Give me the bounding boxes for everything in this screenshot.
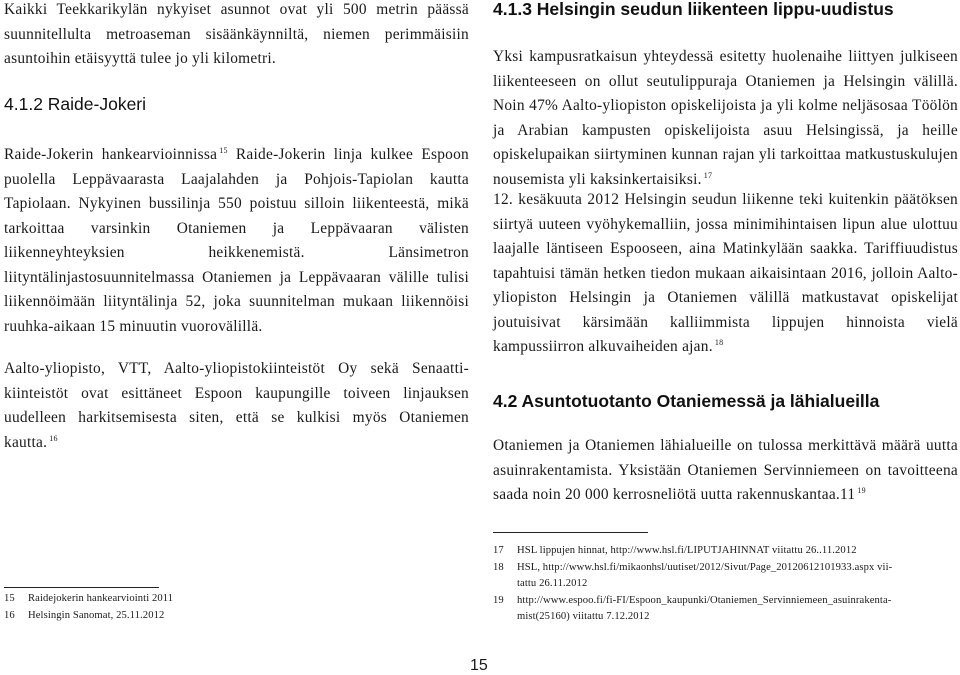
footnote-ref-18[interactable]: 18 (714, 338, 724, 347)
footnote-19: 19 http://www.espoo.fi/fi-FI/Espoon_kaupunki/Otaniemen_Servinniemeen_asuinrakenta- (493, 594, 892, 606)
intro-paragraph: Kaikki Teekkarikylän nykyiset asunnot ovat yli 500 metrin päässä suunnitellulta metroaseman sisäänkäynniltä, niemen perimmäisiin asuntoihin etäisyyttä tulee jo yli kilometri. (4, 1, 469, 67)
page-number: 15 (470, 657, 488, 674)
vyohykemalli-paragraph (493, 188, 958, 360)
asuntotuotanto-paragraph (493, 434, 958, 508)
footnote-divider (4, 587, 159, 588)
right-footnotes (493, 532, 958, 626)
raide-jokeri-paragraph-rest: Raide-Jokerin linja kulkee Espoon puolella Leppävaarasta Laajalahden ja Pohjois-Tapiolan kautta Tapiolaan. Nykyinen bussilinja 550 poistuu silloin liikenteestä, mikä tarkoittaa varsinkin Otaniemen ja Leppävaaran välisten liikenneyhteyksien heikkenemistä. Länsimetron liityntälinjastosuunnitelmassa Otaniemen ja Leppävaaran välille tulisi liikennöimään liityntälinja 52, joka suunnitelman mukaan liikennöisi ruuhka-aikaan 15 minuutin vuorovälillä. (4, 146, 469, 335)
footnote-ref-19[interactable]: 19 (857, 486, 866, 495)
footnote-17: 17 HSL lippujen hinnat, http://www.hsl.fi/LIPUTJAHINNAT viitattu 26..11.2012 (493, 545, 857, 556)
raide-jokeri-paragraph (4, 143, 469, 339)
aalto-proposal-paragraph (4, 357, 469, 455)
left-footnotes (4, 587, 469, 624)
footnote-16: 16 Helsingin Sanomat, 25.11.2012 (4, 609, 165, 621)
footnote-15: 15 Raidejokerin hankearviointi 2011 (4, 593, 174, 604)
footnote-ref-15[interactable]: 15 (219, 146, 228, 155)
footnote-ref-16[interactable]: 16 (49, 433, 58, 443)
footnote-ref-17[interactable]: 17 (703, 170, 713, 180)
section-heading-asuntotuotanto: 4.2 Asuntotuotanto Otaniemessä ja lähialueilla (493, 391, 880, 411)
section-heading-lippu-uudistus: 4.1.3 Helsingin seudun liikenteen lippu-uudistus (493, 0, 894, 19)
aalto-proposal-text: Aalto-yliopisto, VTT, Aalto-yliopistokiinteistöt Oy sekä Senaatti-kiinteistöt ovat esittäneet Espoon kaupungille toiveen linjauksen uudelleen harkitsemisesta siten, että se kulkisi myös Otaniemen kautta. (4, 360, 469, 451)
footnote-19-continued: mist(25160) viitattu 7.12.2012 (517, 611, 650, 622)
lippuraja-paragraph (493, 45, 958, 192)
asuntotuotanto-text: Otaniemen ja Otaniemen lähialueille on tulossa merkittävä määrä uutta asuinrakentamista. Yksistään Otaniemen Servinniemeen on tavoitteena saada noin 20 000 kerrosneliötä uutta rakennuskantaa.11 (493, 437, 958, 503)
footnote-18-continued: tattu 26.11.2012 (517, 578, 588, 589)
lippuraja-text: Yksi kampusratkaisun yhteydessä esitetty huolenaihe liittyen julkiseen liikenteeseen on ollut seutulippuraja Otaniemen ja Helsingin välillä. Noin 47% Aalto-yliopiston opiskelijoista ja yli kolme neljäsosaa Töölön ja Arabian kampusten opiskelijoista asuu Helsingissä, ja heille opiskelupaikan siirtyminen kunnan rajan yli tarkoittaa matkustuskulujen nousemista yli kaksinkertaisiksi. (493, 48, 958, 188)
raide-jokeri-paragraph-start: Raide-Jokerin hankearvioinnissa (4, 146, 218, 163)
footnote-18: 18 HSL, http://www.hsl.fi/mikaonhsl/uutiset/2012/Sivut/Page_20120612101933.aspx vii- (493, 561, 893, 573)
footnote-divider (493, 532, 648, 533)
section-heading-raide-jokeri: 4.1.2 Raide-Jokeri (4, 94, 147, 114)
vyohykemalli-text: 12. kesäkuuta 2012 Helsingin seudun liikenne teki kuitenkin päätöksen siirtyä uuteen vyöhykemalliin, jossa minimihintaisen lipun alue ulottuu laajalle läntiseen Espooseen, aina Matinkylään saakka. Tariffiuudistus tapahtuisi tämän hetken tiedon mukaan aikaisintaan 2016, jolloin Aalto-yliopiston Helsingin ja Otaniemen välillä matkustavat opiskelijat joutuisivat kärsimään kalliimmista lippujen hinnoista vielä kampussiirron alkuvaiheiden ajan. (493, 191, 958, 355)
